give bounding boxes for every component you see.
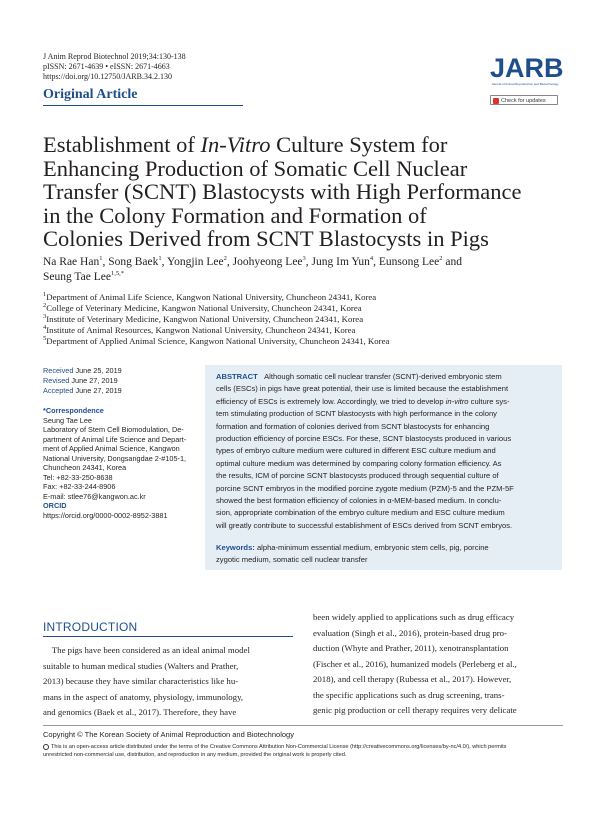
abstract-italic: in-vitro	[445, 396, 469, 406]
keywords-line: alpha-minimum essential medium, embryonic stem cells, pig, porcine	[254, 543, 489, 552]
abstract-line: efficiency of ESCs is extremely low. Accordingly, we tried to develop	[216, 396, 446, 406]
logo-subtitle: Journal of Animal Reproduction and Biotechnology	[491, 82, 559, 86]
title-italic: In-Vitro	[200, 132, 271, 157]
orcid-heading: ORCID	[43, 501, 67, 510]
corr-email[interactable]: E-mail: stlee76@kangwon.ac.kr	[43, 491, 146, 501]
body-line: the specific applications such as drug screening, trans-	[313, 689, 505, 700]
author-affil-ref: 1	[158, 255, 162, 263]
affiliation: Department of Applied Animal Science, Kangwon National University, Chuncheon 24341, Korea	[46, 336, 390, 346]
article-type: Original Article	[43, 87, 138, 102]
body-line: 2018), and cell therapy (Rubessa et al., 2017). However,	[313, 674, 512, 684]
author-affil-ref: 2	[439, 255, 443, 263]
corr-line: National University, Dongsangdae 2-#105-1,	[43, 453, 187, 463]
title-line: Transfer (SCNT) Blastocysts with High Performance	[43, 179, 522, 204]
issn: pISSN: 2671-4639 • eISSN: 2671-4663	[43, 62, 170, 71]
abstract-line: formation and formation of colonies derived from SCNT blastocysts for enhancing	[216, 421, 490, 431]
title-line: Colonies Derived from SCNT Blastocysts in Pigs	[43, 226, 489, 251]
keywords	[216, 542, 552, 567]
correspondence	[43, 406, 193, 520]
title-text: Establishment of	[43, 132, 201, 157]
body-line: and genomics (Baek et al., 2017). Therefore, they have	[43, 707, 237, 717]
doi-link[interactable]: https://doi.org/10.12750/JARB.34.2.130	[43, 72, 172, 81]
keywords-line: zygotic medium, somatic cell nuclear transfer	[216, 555, 368, 565]
author-list: Na Rae Han$^1$, Song Baek$^1$, Yongjin Lee$^2$, Joohyeong Lee$^3$, Jung Im Yun$^4$, Eunsong Lee$^2$ and Seung Tae Lee$^{1,5,*}$	[43, 255, 462, 283]
author-name: Na Rae Han	[43, 256, 100, 268]
abstract-line: optimal culture medium was determined by comparing colony formation efficiency. As	[216, 458, 502, 468]
abstract-line: cells (ESCs) in pigs have great potential, their use is limited because the establishment	[216, 384, 509, 394]
author-name: Song Baek	[108, 256, 159, 268]
journal-citation: J Anim Reprod Biotechnol 2019;34:130-138	[43, 52, 186, 61]
abstract-label: ABSTRACT	[216, 372, 258, 381]
received-label: Received	[43, 366, 74, 375]
crossmark-icon	[493, 98, 499, 104]
author-name: Yongjin Lee	[166, 256, 224, 268]
body-line: The pigs have been considered as an ideal animal model	[51, 645, 250, 655]
body-line: evaluation (Singh et al., 2016), protein-based drug pro-	[313, 627, 507, 638]
keywords-label: Keywords:	[216, 543, 255, 552]
affil-number: 5	[43, 335, 47, 343]
revised-date: June 27, 2019	[69, 376, 118, 385]
abstract-line: tem stimulating production of SCNT blastocysts with high performance in the colony	[216, 409, 497, 419]
author-name: Eunsong Lee	[378, 256, 440, 268]
affiliation: College of Veterinary Medicine, Kangwon National University, Chuncheon 24341, Korea	[46, 303, 362, 313]
creative-commons-icon	[43, 744, 49, 750]
received-date: June 25, 2019	[73, 366, 122, 375]
correspondence-heading: *Correspondence	[43, 406, 104, 415]
corr-line: ment of Applied Animal Science, Kangwon	[43, 444, 180, 453]
abstract-line: Although somatic cell nuclear transfer (SCNT)-derived embryonic stem	[264, 372, 502, 381]
author-affil-ref: 3	[302, 255, 306, 263]
affiliations	[43, 292, 563, 347]
journal-logo	[490, 53, 564, 86]
corr-line: Seung Tae Lee	[43, 415, 92, 425]
abstract-line: porcine SCNT embryos in the modified porcine zygote medium (PZM)-5 and the PZM-5F	[216, 483, 514, 493]
accepted-label: Accepted	[43, 386, 74, 395]
affiliation: Institute of Veterinary Medicine, Kangwon National University, Chuncheon 24341, Korea	[46, 314, 364, 324]
revised-label: Revised	[43, 376, 70, 385]
body-column-right	[313, 610, 563, 719]
abstract-line: the results, ICM of porcine SCNT blastocysts produced through sequential culture of	[216, 471, 499, 481]
orcid-link[interactable]: https://orcid.org/0000-0002-8952-3881	[43, 510, 168, 520]
license-line: unrestricted non-commercial use, distribution, and reproduction in any medium, provided the original work is properly cited.	[43, 752, 347, 758]
introduction-divider	[43, 636, 293, 637]
author-name: Joohyeong Lee	[232, 256, 303, 268]
author-name: Seung Tae Lee	[43, 271, 111, 283]
author-affil-ref: 2	[223, 255, 227, 263]
check-updates-button[interactable]	[490, 95, 558, 105]
journal-header	[43, 52, 186, 82]
footer-divider	[43, 725, 563, 726]
title-text: Culture System for	[270, 132, 448, 157]
affiliation: Department of Animal Life Science, Kangwon National University, Chuncheon 24341, Korea	[46, 292, 377, 302]
affil-number: 4	[43, 324, 47, 332]
introduction-heading: INTRODUCTION	[43, 620, 138, 634]
body-line: genic pig production or cell therapy requires very delicate	[313, 705, 517, 715]
corr-phone: Tel: +82-33-250-8638	[43, 472, 113, 482]
body-line: (Fischer et al., 2016), humanized models (Perleberg et al.,	[313, 658, 517, 669]
affil-number: 3	[43, 313, 47, 321]
license	[43, 743, 563, 759]
abstract-line: types of embryo culture medium were cultured in different ESC culture medium and	[216, 446, 496, 456]
affiliation: Institute of Animal Resources, Kangwon National University, Chuncheon 24341, Korea	[46, 325, 356, 335]
abstract-line: sion, appropriate combination of the embryo culture medium and ESC culture medium	[216, 508, 505, 518]
author-affil-ref: 4	[369, 255, 374, 263]
header-divider	[43, 105, 243, 106]
author-affil-ref: 1	[99, 255, 103, 263]
abstract-line: culture sys-	[468, 396, 510, 406]
corr-line: partment of Animal Life Science and Depart-	[43, 434, 187, 444]
corr-fax: Fax: +82-33-244-8906	[43, 482, 116, 491]
license-line: This is an open-access article distributed under the terms of the Creative Commons Attribution Non-Commercial License (http://creativecommons.org/licenses/by-nc/4.0/), which permits	[51, 744, 507, 750]
body-line: suitable to human medical studies (Walters and Prather,	[43, 660, 239, 671]
body-line: 2013) because they have similar characteristics like hu-	[43, 676, 239, 686]
article-dates	[43, 366, 122, 396]
check-updates-label: Check for updates	[501, 98, 546, 104]
accepted-date: June 27, 2019	[73, 386, 122, 395]
corr-line: Laboratory of Stem Cell Biomodulation, De-	[43, 425, 184, 434]
copyright: Copyright © The Korean Society of Animal Reproduction and Biotechnology	[43, 730, 294, 739]
logo-text: JARB	[490, 53, 564, 83]
author-affil-ref: 1,5,*	[110, 270, 124, 278]
body-column-left	[43, 643, 295, 721]
title-line: Enhancing Production of Somatic Cell Nuclear	[43, 155, 468, 181]
abstract-line: will greatly contribute to successful establishment of ESCs derived from SCNT embryos.	[216, 520, 513, 530]
abstract-line: showed the best formation efficiency of colonies in α-MEM-based medium. In conclu-	[216, 496, 502, 506]
corr-line: Chuncheon 24341, Korea	[43, 463, 127, 472]
abstract	[216, 371, 552, 532]
body-line: been widely applied to applications such as drug efficacy	[313, 612, 515, 622]
title-line: in the Colony Formation and Formation of	[43, 202, 427, 228]
article-title	[43, 133, 563, 251]
affil-number: 2	[43, 302, 47, 310]
author-name: Jung Im Yun	[311, 256, 370, 268]
body-line: mans in the aspect of anatomy, physiology, immunology,	[43, 691, 244, 702]
abstract-line: production efficiency of porcine ESCs. For these, SCNT blastocysts produced in various	[216, 434, 512, 444]
affil-number: 1	[43, 291, 47, 299]
body-line: duction (Whyte and Prather, 2011), xenotransplantation	[313, 643, 509, 653]
